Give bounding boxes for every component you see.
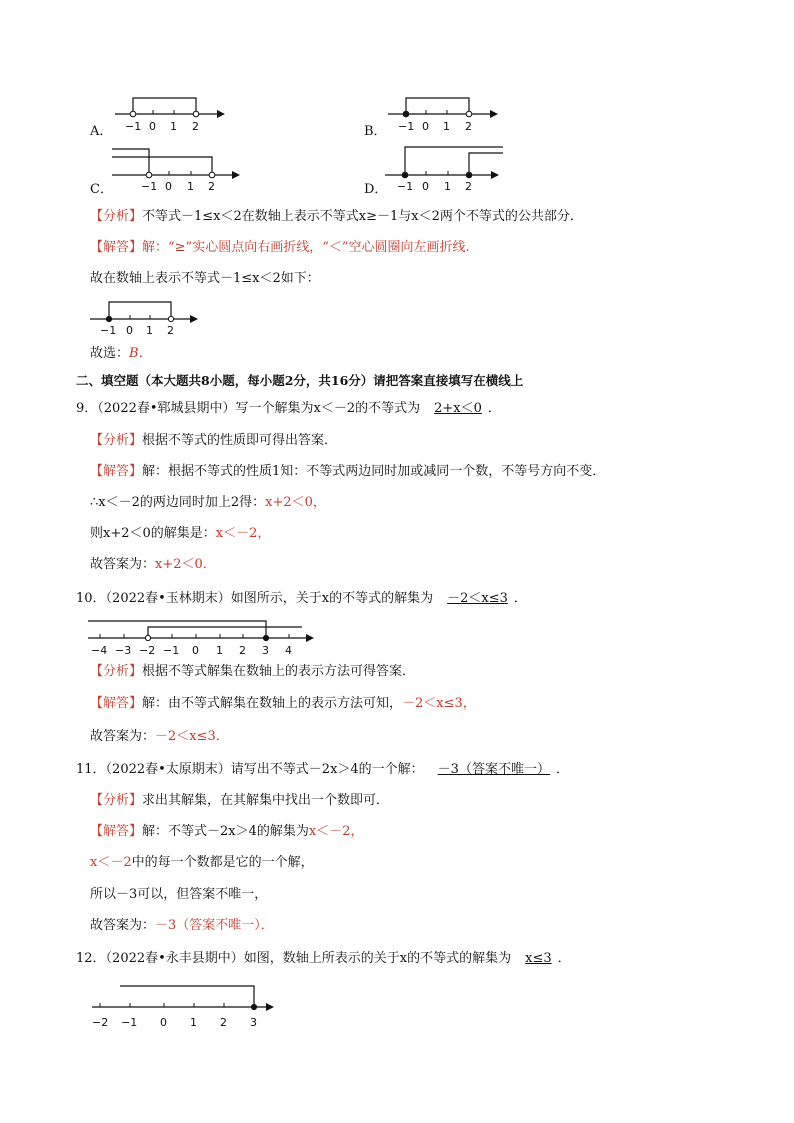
tick-label: −1	[397, 180, 414, 193]
q12-stem: 12．（2022春•永丰县期中）如图，数轴上所表示的关于x的不等式的解集为 x≤3 ．	[76, 951, 571, 966]
tick-label: −4	[91, 644, 108, 657]
q11-line3: 所以－3可以，但答案不唯一，	[90, 887, 268, 902]
tick-label: −1	[100, 324, 117, 337]
tick-label: 3	[262, 644, 269, 657]
tick-label: −1	[398, 120, 415, 133]
q12-answer-blank: x≤3	[525, 951, 552, 966]
tick-label: 2	[465, 180, 472, 193]
q8-line2: 故在数轴上表示不等式－1≤x＜2如下：	[90, 271, 320, 286]
analysis-tag: 【分析】	[90, 664, 143, 679]
option-d-label[interactable]: D．	[364, 182, 388, 197]
q11-line2: x＜－2中的每一个数都是它的一个解，	[90, 855, 314, 870]
q9-analysis	[90, 432, 337, 450]
tick-label: 2	[208, 180, 215, 193]
tick-label: 0	[192, 644, 199, 657]
q10-stem: 10．（2022春•玉林期末）如图所示，关于x的不等式的解集为 －2＜x≤3 ．	[76, 591, 527, 606]
tick-label: 0	[422, 180, 429, 193]
tick-label: 0	[149, 120, 156, 133]
q8-analysis	[90, 208, 583, 226]
q11-answer-blank: －3（答案不唯一）	[437, 762, 550, 777]
solution-tag: 【解答】	[90, 696, 143, 711]
q10-answer: 故答案为：－2＜x≤3．	[90, 729, 229, 744]
q11-stem: 11．（2022春•太原期末）请写出不等式－2x＞4的一个解： －3（答案不唯一） ．	[76, 762, 569, 777]
answer-value: B．	[129, 346, 152, 361]
tick-label: 2	[220, 1016, 227, 1029]
tick-label: 0	[422, 120, 429, 133]
option-b-label[interactable]: B．	[364, 124, 387, 139]
q9-solution	[90, 463, 605, 481]
tick-label: 2	[192, 120, 199, 133]
solution-tag: 【解答】	[90, 824, 143, 839]
analysis-text: 根据不等式的性质即可得出答案．	[142, 433, 338, 448]
solution-text: 解：由不等式解集在数轴上的表示方法可知，	[142, 696, 403, 711]
q9-line2: ∴x＜－2的两边同时加上2得：x+2＜0，	[90, 495, 326, 510]
q9-stem: 9．（2022春•郓城县期中）写一个解集为x＜－2的不等式为 2+x＜0 ．	[76, 401, 501, 416]
analysis-tag: 【分析】	[90, 209, 143, 224]
q10-number-line	[88, 612, 318, 656]
analysis-tag: 【分析】	[90, 793, 143, 808]
analysis-tag: 【分析】	[90, 433, 143, 448]
tick-label: 1	[443, 120, 450, 133]
solution-text: 解：“≥”实心圆点向右画折线，“＜”空心圆圈向左画折线.	[142, 240, 470, 255]
q9-answer-blank: 2+x＜0	[434, 401, 482, 416]
tick-label: 1	[170, 120, 177, 133]
tick-label: −3	[115, 644, 132, 657]
solution-text: 解：不等式－2x＞4的解集为	[142, 824, 309, 839]
option-d-number-line	[385, 143, 510, 193]
tick-label: −2	[92, 1016, 109, 1029]
solution-tag: 【解答】	[90, 464, 143, 479]
tick-label: 2	[167, 324, 174, 337]
option-a-label[interactable]: A．	[90, 124, 113, 139]
tick-label: 4	[285, 644, 292, 657]
tick-label: 1	[190, 1016, 197, 1029]
tick-label: 0	[160, 1016, 167, 1029]
tick-label: 1	[146, 324, 153, 337]
analysis-text: 不等式－1≤x＜2在数轴上表示不等式x≥－1与x＜2两个不等式的公共部分．	[142, 209, 583, 224]
section-heading: 二、填空题（本大题共8小题，每小题2分，共16分）请把答案直接填写在横线上	[76, 373, 524, 388]
q8-solution-number-line	[90, 292, 205, 337]
analysis-text: 根据不等式解集在数轴上的表示方法可得答案．	[142, 664, 416, 679]
tick-label: −1	[125, 120, 142, 133]
q10-analysis	[90, 663, 415, 681]
tick-label: −1	[141, 180, 158, 193]
answer-prefix: 故选：	[90, 346, 130, 361]
option-c-number-line	[112, 145, 242, 193]
solution-tag: 【解答】	[90, 240, 143, 255]
q10-answer-blank: －2＜x≤3	[447, 591, 508, 606]
q11-solution: 【解答】解：不等式－2x＞4的解集为x＜－2，	[90, 824, 364, 839]
tick-label: −1	[121, 1016, 138, 1029]
analysis-text: 求出其解集，在其解集中找出一个数即可．	[142, 793, 390, 808]
tick-label: 3	[250, 1016, 257, 1029]
option-b-number-line	[388, 92, 508, 137]
solution-text: 解：根据不等式的性质1知：不等式两边同时加或减同一个数，不等号方向不变．	[142, 464, 606, 479]
q8-answer	[90, 345, 152, 363]
q9-line4: 故答案为：x+2＜0．	[90, 557, 216, 572]
q11-analysis	[90, 792, 389, 810]
q12-number-line	[92, 982, 282, 1028]
option-a-number-line	[115, 92, 235, 137]
tick-label: 2	[465, 120, 472, 133]
tick-label: 1	[444, 180, 451, 193]
q11-line4: 故答案为：－3（答案不唯一）．	[90, 918, 274, 933]
q10-solution: 【解答】解：由不等式解集在数轴上的表示方法可知，－2＜x≤3，	[90, 696, 476, 711]
tick-label: 1	[187, 180, 194, 193]
option-c-label[interactable]: C．	[90, 182, 113, 197]
tick-label: 0	[126, 324, 133, 337]
tick-label: −2	[139, 644, 156, 657]
q8-solution	[90, 239, 470, 257]
tick-label: −1	[163, 644, 180, 657]
tick-label: 2	[239, 644, 246, 657]
tick-label: 1	[216, 644, 223, 657]
tick-label: 0	[165, 180, 172, 193]
q9-line3: 则x+2＜0的解集是：x＜－2，	[90, 526, 271, 541]
